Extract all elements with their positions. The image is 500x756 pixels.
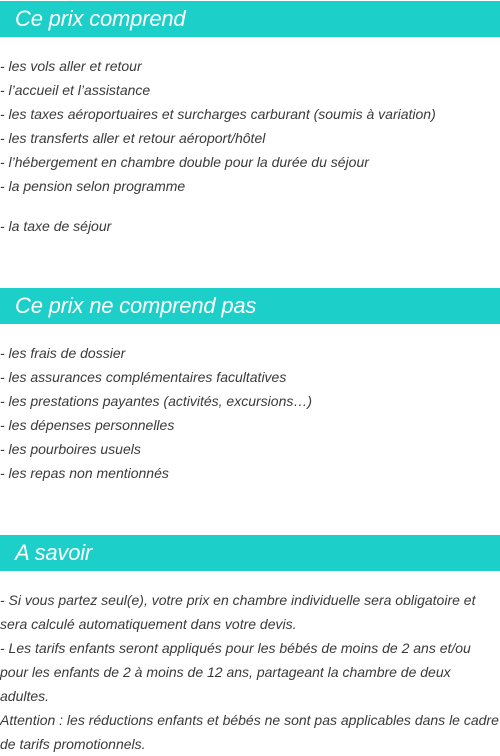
list-item: - les dépenses personnelles — [0, 417, 175, 433]
list-item: - les transferts aller et retour aéroport/hôtel — [0, 130, 266, 146]
price-includes-list — [0, 54, 436, 198]
list-item: - la taxe de séjour — [0, 218, 112, 234]
list-item: - les pourboires usuels — [0, 441, 141, 457]
list-item: - les repas non mentionnés — [0, 465, 169, 481]
info-paragraph-single-room: - Si vous partez seul(e), votre prix en chambre individuelle sera obligatoire et sera calculé automatiquement dans votre devis. — [0, 592, 476, 632]
section-header-good-to-know: A savoir — [0, 535, 500, 571]
list-item: - les vols aller et retour — [0, 58, 142, 74]
list-item: - l’accueil et l’assistance — [0, 82, 151, 98]
section-header-price-includes: Ce prix comprend — [0, 1, 500, 37]
list-item: - les prestations payantes (activités, excursions…) — [0, 393, 313, 409]
list-item: - l’hébergement en chambre double pour la durée du séjour — [0, 154, 369, 170]
list-item: - les assurances complémentaires facultatives — [0, 369, 287, 385]
good-to-know-text — [0, 588, 500, 756]
price-excludes-list — [0, 341, 312, 485]
price-includes-extra-list — [0, 214, 111, 238]
info-paragraph-attention: Attention : les réductions enfants et bébés ne sont pas applicables dans le cadre de tarifs promotionnels. — [0, 712, 499, 752]
section-header-price-excludes: Ce prix ne comprend pas — [0, 288, 500, 324]
list-item: - les taxes aéroportuaires et surcharges carburant (soumis à variation) — [0, 106, 436, 122]
list-item: - les frais de dossier — [0, 345, 126, 361]
list-item: - la pension selon programme — [0, 178, 186, 194]
info-paragraph-child-rates: - Les tarifs enfants seront appliqués pour les bébés de moins de 2 ans et/ou pour les enfants de 2 à moins de 12 ans, partageant la chambre de deux adultes. — [0, 640, 471, 704]
